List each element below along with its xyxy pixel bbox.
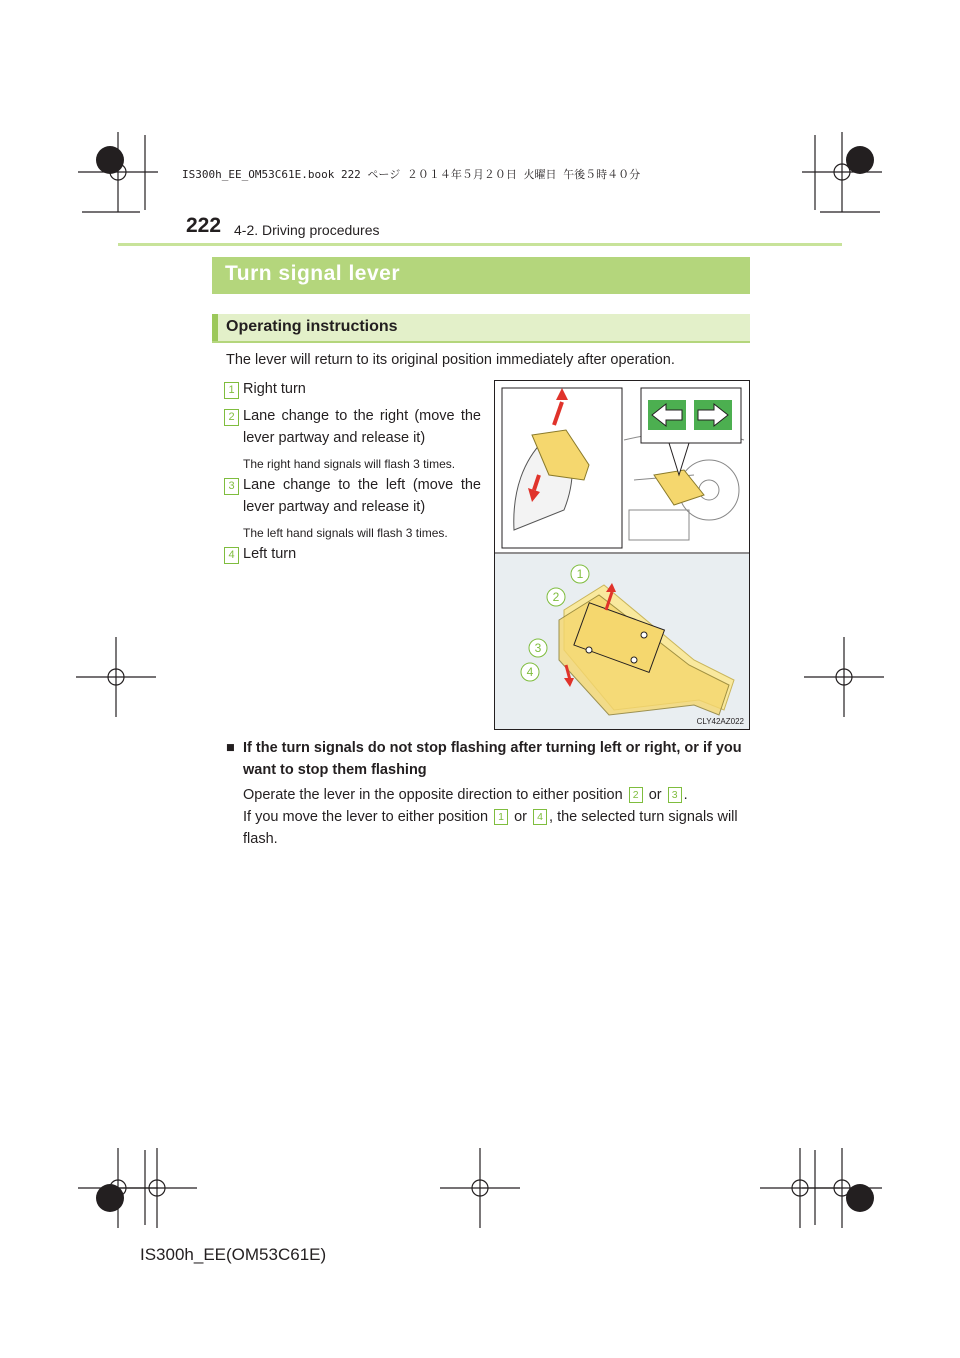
faq-text: If you move the lever to either position	[243, 809, 489, 825]
faq-answer-line1	[243, 784, 688, 806]
faq-text: Operate the lever in the opposite direction to either position	[243, 787, 623, 803]
item-text: Lane change to the right (move the lever partway and release it)	[243, 408, 481, 446]
subtitle-accent	[212, 314, 218, 341]
page-title: Turn signal lever	[225, 262, 400, 285]
figure-label: 2	[552, 590, 560, 604]
figure-code: CLY42AZ022	[696, 717, 744, 726]
turn-signal-figure	[494, 380, 750, 730]
footer-code: IS300h_EE(OM53C61E)	[140, 1245, 327, 1264]
item-text: Left turn	[243, 546, 297, 562]
item-number: 1	[224, 382, 239, 399]
figure-label: 4	[526, 665, 534, 679]
figure-label: 1	[576, 567, 584, 581]
item-number: 3	[224, 478, 239, 495]
faq-text: .	[683, 787, 688, 803]
position-ref: 2	[629, 787, 643, 803]
position-ref: 3	[668, 787, 682, 803]
item-text: Lane change to the left (move the lever partway and release it)	[243, 477, 481, 515]
intro-text: The lever will return to its original position immediately after operation.	[226, 352, 675, 368]
print-stamp: IS300h_EE_OM53C61E.book 222 ページ ２０１４年５月２０日 火曜日 午後５時４０分	[182, 168, 641, 181]
figure-label: 3	[534, 641, 542, 655]
subtitle-rule	[212, 341, 750, 343]
position-ref: 4	[533, 809, 547, 825]
bullet-icon: ■	[226, 740, 235, 756]
faq-question: If the turn signals do not stop flashing after turning left or right, or if you want to stop them flashing	[243, 740, 742, 778]
section-header: 4-2. Driving procedures	[234, 222, 380, 238]
position-ref: 1	[494, 809, 508, 825]
faq-text: or	[514, 809, 527, 825]
lever-illustration	[494, 380, 750, 730]
item-number: 4	[224, 547, 239, 564]
header-rule	[118, 243, 842, 246]
item-number: 2	[224, 409, 239, 426]
item-note: The right hand signals will flash 3 times.	[243, 457, 456, 471]
faq-text: , the selected turn signals will flash.	[243, 809, 738, 847]
item-text: Right turn	[243, 381, 306, 397]
faq-text: or	[648, 787, 662, 803]
page-number: 222	[186, 214, 222, 237]
faq-answer-line2	[243, 806, 751, 850]
subtitle: Operating instructions	[226, 318, 398, 335]
item-note: The left hand signals will flash 3 times.	[243, 526, 448, 540]
